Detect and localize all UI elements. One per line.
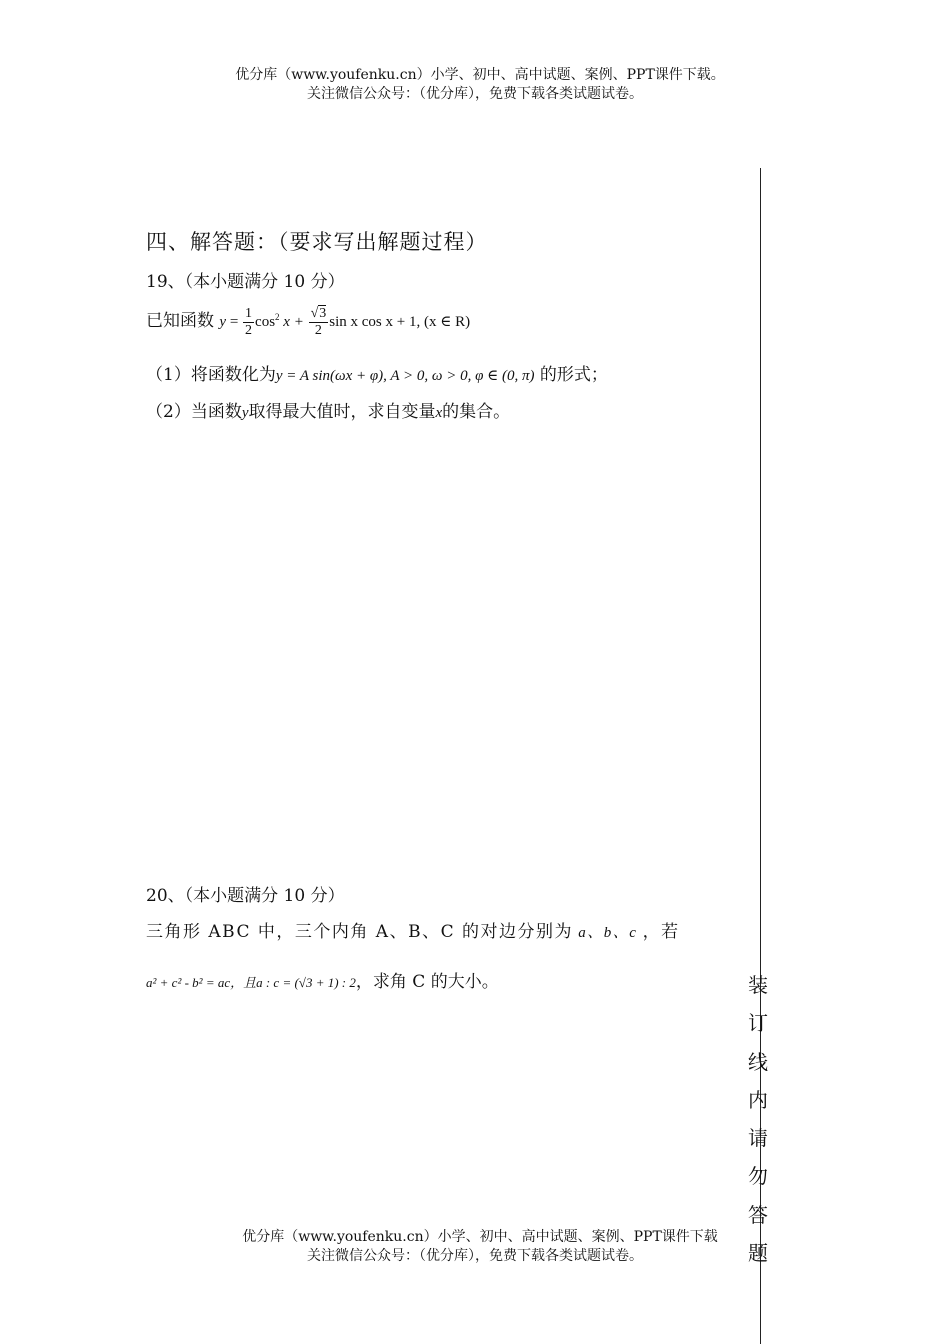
binding-warning-text <box>744 966 772 1272</box>
formula-cos-exp: 2 <box>275 312 280 322</box>
q20-heading: 20、（本小题满分 10 分） <box>146 886 345 906</box>
page-header <box>0 66 950 104</box>
section-title: 四、解答题：（要求写出解题过程） <box>146 230 488 254</box>
footer-line-1: 优分库（www.youfenku.cn）小学、初中、高中试题、案例、PPT课件下载 <box>242 1229 718 1245</box>
q20-line1-vars: a、b、c <box>572 925 643 941</box>
q19-part2-mid: 取得最大值时，求自变量 <box>248 402 436 422</box>
binding-char: 订 <box>748 1011 768 1036</box>
formula-eq: = <box>226 314 243 330</box>
q20-condition <box>146 967 499 992</box>
q19-intro: 已知函数 <box>146 311 214 331</box>
frac2-den: 2 <box>314 323 322 339</box>
q20-line1-end: ，若 <box>642 922 680 942</box>
binding-char: 题 <box>748 1241 768 1266</box>
binding-char: 装 <box>748 973 768 997</box>
formula-cos: cos <box>255 314 276 330</box>
footer-line-2: 关注微信公众号：（优分库），免费下载各类试题试卷。 <box>307 1248 643 1264</box>
page-footer <box>0 1228 950 1266</box>
header-line-2: 关注微信公众号：（优分库），免费下载各类试题试卷。 <box>307 86 643 102</box>
q19-function-formula <box>219 306 471 339</box>
binding-char: 内 <box>748 1087 768 1112</box>
q19-part1-formula: y = A sin(ωx + φ), A > 0, ω > 0, φ ∈ (0, π) <box>275 368 535 384</box>
q20-line1 <box>146 917 680 942</box>
fraction-one-half <box>243 306 254 339</box>
q19-part2-prefix: （2）当函数 <box>146 402 242 422</box>
q20-line1-text: 三角形 ABC 中，三个内角 A、B、C 的对边分别为 <box>146 922 573 942</box>
frac2-root-sign: √ <box>310 306 319 322</box>
q19-part2-var-x: x <box>435 405 443 421</box>
q19-part2-suffix: 的集合。 <box>442 402 511 422</box>
binding-char: 勿 <box>748 1164 768 1189</box>
formula-cos-var: x + <box>279 314 308 330</box>
q20-condition-formula: a² + c² - b² = ac，且a : c = (√3 + 1) : 2 <box>146 975 356 990</box>
binding-char: 线 <box>748 1049 768 1074</box>
binding-char: 请 <box>748 1126 768 1151</box>
formula-sin-part: sin x cos x + 1, (x ∈ R) <box>329 314 471 330</box>
q19-part1 <box>146 360 608 385</box>
q19-part2-var-y: y <box>241 405 249 421</box>
header-line-1: 优分库（www.youfenku.cn）小学、初中、高中试题、案例、PPT课件下载。 <box>235 67 725 83</box>
frac1-den: 2 <box>245 323 253 339</box>
q19-part1-suffix: 的形式； <box>534 365 608 385</box>
q19-function-line <box>146 306 470 339</box>
frac2-root-val: 3 <box>319 306 327 322</box>
q19-heading: 19、（本小题满分 10 分） <box>146 272 345 292</box>
frac1-num: 1 <box>245 306 253 322</box>
q20-condition-suffix: ，求角 C 的大小。 <box>355 972 499 992</box>
formula-y: y <box>219 314 227 330</box>
q19-part2 <box>146 397 510 422</box>
q19-part1-prefix: （1）将函数化为 <box>146 365 276 385</box>
binding-char: 答 <box>748 1202 768 1227</box>
fraction-root3-half <box>309 306 329 339</box>
